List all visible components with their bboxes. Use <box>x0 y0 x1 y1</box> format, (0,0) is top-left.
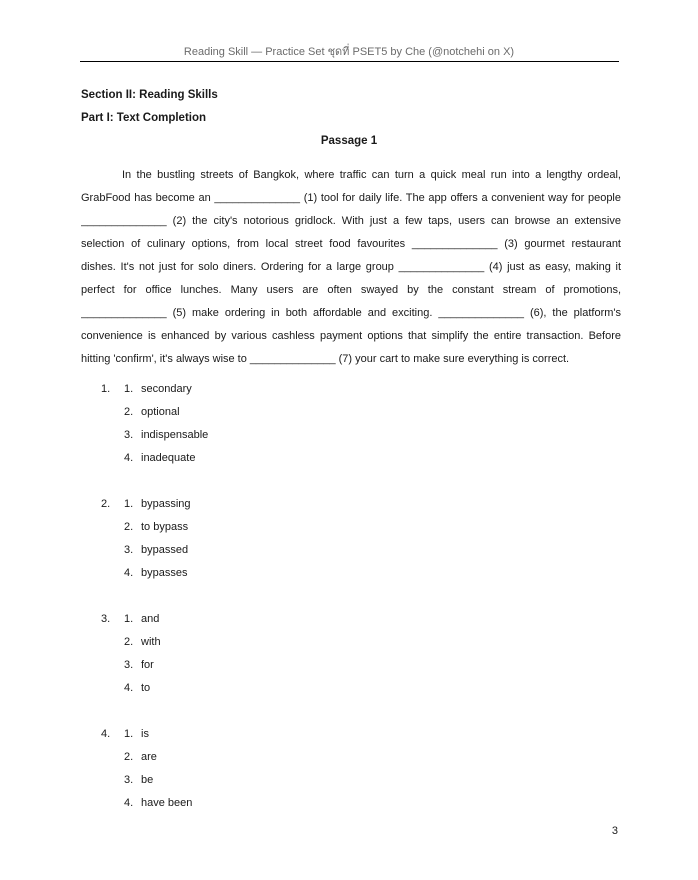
question-number: 4. <box>101 728 111 740</box>
answer-option[interactable] <box>124 544 188 556</box>
answer-option[interactable] <box>124 636 161 648</box>
answer-option[interactable] <box>124 659 154 671</box>
passage-line: convenience is enhanced by various cashless payment options that simplify the entire transaction. Before <box>81 330 621 342</box>
passage-line: perfect for office lunches. Many users are often swayed by the constant stream of promotions, <box>81 284 621 296</box>
option-number: 1. <box>124 498 134 510</box>
option-text: indispensable <box>141 429 209 441</box>
passage-line: GrabFood has become an ______________ (1) tool for daily life. The app offers a convenient way for people <box>81 192 621 204</box>
passage-line: ______________ (2) the city's notorious gridlock. With just a few taps, users can browse an extensive <box>81 215 621 227</box>
passage-body <box>81 164 621 371</box>
answer-option[interactable] <box>124 383 192 395</box>
option-number: 1. <box>124 728 134 740</box>
option-text: is <box>141 728 149 740</box>
option-number: 3. <box>124 774 134 786</box>
option-text: bypassed <box>141 544 189 556</box>
passage-line: ______________ (5) make ordering in both affordable and exciting. ______________ (6), the platform's <box>81 307 621 319</box>
question-number: 3. <box>101 613 111 625</box>
section-title: Section II: Reading Skills <box>81 89 218 101</box>
question-number: 1. <box>101 383 111 395</box>
option-text: have been <box>141 797 193 809</box>
answer-option[interactable] <box>124 682 150 694</box>
option-number: 2. <box>124 406 134 418</box>
answer-option[interactable] <box>124 751 157 763</box>
option-number: 1. <box>124 383 134 395</box>
option-number: 4. <box>124 452 134 464</box>
option-number: 2. <box>124 521 134 533</box>
answer-option[interactable] <box>124 498 191 510</box>
page-number: 3 <box>611 825 618 837</box>
option-text: secondary <box>141 383 192 395</box>
passage-line: dishes. It's not just for solo diners. Ordering for a large group ______________ (4) just as easy, making it <box>81 261 621 273</box>
answer-option[interactable] <box>124 429 208 441</box>
option-number: 3. <box>124 659 134 671</box>
option-text: and <box>141 613 160 625</box>
page-header: Reading Skill — Practice Set ชุดที่ PSET5 by Che (@notchehi on X) <box>183 46 515 58</box>
passage-line: In the bustling streets of Bangkok, where traffic can turn a quick meal run into a lengthy ordeal, <box>122 169 621 181</box>
question-number: 2. <box>101 498 111 510</box>
option-text: inadequate <box>141 452 196 464</box>
passage-line: selection of culinary options, from local street food favourites ______________ (3) gourmet restaurant <box>81 238 621 250</box>
passage-title: Passage 1 <box>320 135 378 147</box>
option-text: are <box>141 751 157 763</box>
option-number: 3. <box>124 544 134 556</box>
option-number: 4. <box>124 797 134 809</box>
option-number: 1. <box>124 613 134 625</box>
option-text: for <box>141 659 154 671</box>
answer-option[interactable] <box>124 613 159 625</box>
option-number: 3. <box>124 429 134 441</box>
option-number: 4. <box>124 567 134 579</box>
answer-option[interactable] <box>124 521 188 533</box>
option-text: with <box>141 636 161 648</box>
option-text: be <box>141 774 154 786</box>
option-text: optional <box>141 406 180 418</box>
part-title: Part I: Text Completion <box>81 112 207 124</box>
option-number: 4. <box>124 682 134 694</box>
option-text: to bypass <box>141 521 189 533</box>
option-number: 2. <box>124 636 134 648</box>
answer-option[interactable] <box>124 728 149 740</box>
answer-option[interactable] <box>124 406 180 418</box>
answer-option[interactable] <box>124 797 192 809</box>
option-text: bypassing <box>141 498 191 510</box>
answer-option[interactable] <box>124 567 187 579</box>
answer-option[interactable] <box>124 452 195 464</box>
header-divider <box>80 61 619 62</box>
option-text: to <box>141 682 151 694</box>
answer-option[interactable] <box>124 774 153 786</box>
passage-line: hitting 'confirm', it's always wise to ______________ (7) your cart to make sure everything is correct. <box>81 353 570 365</box>
option-text: bypasses <box>141 567 188 579</box>
option-number: 2. <box>124 751 134 763</box>
